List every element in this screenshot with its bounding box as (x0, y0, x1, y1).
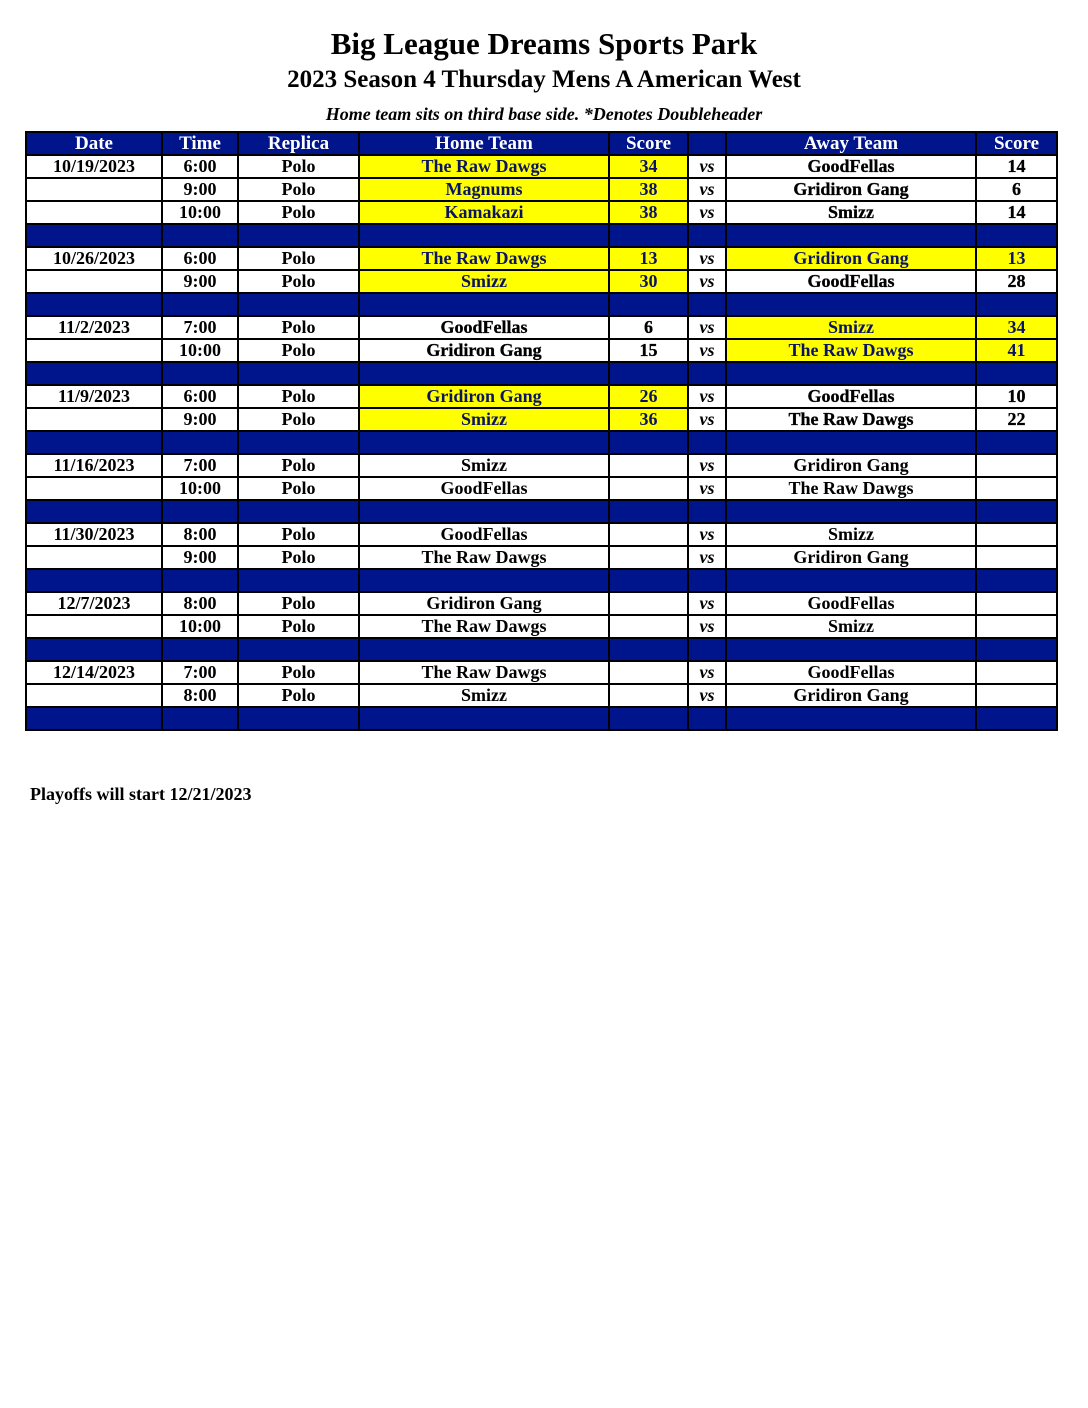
game-time: 9:00 (162, 408, 238, 431)
away-score (976, 661, 1057, 684)
game-date (26, 339, 162, 362)
separator-cell (726, 362, 976, 385)
game-date (26, 477, 162, 500)
away-score (976, 454, 1057, 477)
col-replica: Replica (238, 132, 359, 155)
separator-cell (976, 293, 1057, 316)
separator-cell (238, 500, 359, 523)
game-date (26, 615, 162, 638)
separator-cell (162, 569, 238, 592)
separator-cell (976, 707, 1057, 730)
away-team: GoodFellas (726, 661, 976, 684)
schedule-table (25, 131, 1058, 731)
game-row (26, 155, 1057, 178)
game-row (26, 615, 1057, 638)
game-time: 10:00 (162, 339, 238, 362)
col-time: Time (162, 132, 238, 155)
away-team: Gridiron Gang (726, 454, 976, 477)
game-time: 8:00 (162, 523, 238, 546)
game-date: 11/9/2023 (26, 385, 162, 408)
home-score: 34 (609, 155, 688, 178)
game-time: 7:00 (162, 454, 238, 477)
game-date (26, 270, 162, 293)
game-time: 7:00 (162, 316, 238, 339)
separator-row (26, 224, 1057, 247)
away-score: 14 (976, 155, 1057, 178)
game-row (26, 339, 1057, 362)
separator-cell (359, 224, 609, 247)
separator-cell (359, 500, 609, 523)
separator-cell (609, 569, 688, 592)
vs-label: vs (688, 270, 726, 293)
separator-cell (162, 293, 238, 316)
game-time: 6:00 (162, 385, 238, 408)
separator-cell (609, 500, 688, 523)
game-row (26, 523, 1057, 546)
separator-cell (359, 362, 609, 385)
game-field: Polo (238, 201, 359, 224)
game-field: Polo (238, 339, 359, 362)
home-team: Smizz (359, 684, 609, 707)
away-score (976, 546, 1057, 569)
col-home-team: Home Team (359, 132, 609, 155)
separator-cell (26, 293, 162, 316)
game-field: Polo (238, 270, 359, 293)
separator-cell (976, 224, 1057, 247)
separator-cell (726, 431, 976, 454)
game-date: 11/30/2023 (26, 523, 162, 546)
separator-cell (238, 293, 359, 316)
separator-cell (26, 569, 162, 592)
separator-cell (26, 224, 162, 247)
away-team: GoodFellas (726, 592, 976, 615)
separator-cell (726, 707, 976, 730)
schedule-body (26, 155, 1057, 730)
vs-label: vs (688, 477, 726, 500)
home-score (609, 523, 688, 546)
game-row (26, 270, 1057, 293)
separator-cell (688, 224, 726, 247)
header-row (26, 132, 1057, 155)
vs-label: vs (688, 523, 726, 546)
home-team: GoodFellas (359, 477, 609, 500)
separator-cell (609, 224, 688, 247)
separator-cell (26, 500, 162, 523)
separator-cell (726, 569, 976, 592)
home-score: 15 (609, 339, 688, 362)
vs-label: vs (688, 385, 726, 408)
separator-cell (238, 638, 359, 661)
home-team: The Raw Dawgs (359, 155, 609, 178)
vs-label: vs (688, 408, 726, 431)
away-score: 6 (976, 178, 1057, 201)
away-score: 14 (976, 201, 1057, 224)
vs-label: vs (688, 316, 726, 339)
game-field: Polo (238, 477, 359, 500)
col-date: Date (26, 132, 162, 155)
game-date: 11/2/2023 (26, 316, 162, 339)
separator-cell (609, 362, 688, 385)
game-row (26, 178, 1057, 201)
separator-cell (726, 224, 976, 247)
separator-cell (162, 224, 238, 247)
vs-label: vs (688, 615, 726, 638)
separator-cell (238, 224, 359, 247)
game-time: 8:00 (162, 684, 238, 707)
col-away-team: Away Team (726, 132, 976, 155)
separator-cell (238, 431, 359, 454)
away-score: 28 (976, 270, 1057, 293)
separator-cell (726, 500, 976, 523)
separator-cell (688, 293, 726, 316)
game-time: 8:00 (162, 592, 238, 615)
separator-cell (162, 362, 238, 385)
game-field: Polo (238, 684, 359, 707)
separator-cell (162, 431, 238, 454)
separator-cell (162, 500, 238, 523)
away-score (976, 592, 1057, 615)
home-team: The Raw Dawgs (359, 546, 609, 569)
game-field: Polo (238, 316, 359, 339)
away-team: The Raw Dawgs (726, 339, 976, 362)
home-team: Gridiron Gang (359, 385, 609, 408)
separator-cell (26, 431, 162, 454)
separator-cell (976, 431, 1057, 454)
home-team: GoodFellas (359, 523, 609, 546)
col-home-score: Score (609, 132, 688, 155)
separator-cell (726, 638, 976, 661)
separator-row (26, 707, 1057, 730)
home-score (609, 684, 688, 707)
separator-cell (688, 638, 726, 661)
home-team: Gridiron Gang (359, 339, 609, 362)
home-team: GoodFellas (359, 316, 609, 339)
away-team: Gridiron Gang (726, 247, 976, 270)
game-field: Polo (238, 661, 359, 684)
separator-cell (976, 500, 1057, 523)
vs-label: vs (688, 201, 726, 224)
away-score (976, 477, 1057, 500)
home-score: 6 (609, 316, 688, 339)
game-time: 9:00 (162, 546, 238, 569)
separator-cell (359, 638, 609, 661)
separator-row (26, 293, 1057, 316)
home-score: 26 (609, 385, 688, 408)
vs-label: vs (688, 546, 726, 569)
game-date (26, 178, 162, 201)
away-team: GoodFellas (726, 155, 976, 178)
away-score: 41 (976, 339, 1057, 362)
game-date: 11/16/2023 (26, 454, 162, 477)
separator-cell (162, 707, 238, 730)
game-date (26, 408, 162, 431)
game-row (26, 546, 1057, 569)
home-score: 38 (609, 201, 688, 224)
separator-cell (688, 362, 726, 385)
vs-label: vs (688, 339, 726, 362)
game-field: Polo (238, 592, 359, 615)
game-field: Polo (238, 178, 359, 201)
home-score (609, 546, 688, 569)
separator-cell (609, 707, 688, 730)
game-field: Polo (238, 454, 359, 477)
away-team: The Raw Dawgs (726, 477, 976, 500)
separator-cell (238, 707, 359, 730)
game-row (26, 454, 1057, 477)
col-away-score: Score (976, 132, 1057, 155)
page-title: Big League Dreams Sports Park (330, 26, 758, 61)
game-time: 10:00 (162, 201, 238, 224)
separator-cell (238, 362, 359, 385)
game-time: 7:00 (162, 661, 238, 684)
home-score (609, 615, 688, 638)
home-team: The Raw Dawgs (359, 247, 609, 270)
home-score: 36 (609, 408, 688, 431)
game-date: 10/19/2023 (26, 155, 162, 178)
home-score (609, 661, 688, 684)
game-field: Polo (238, 247, 359, 270)
home-team: Smizz (359, 408, 609, 431)
playoffs-note: Playoffs will start 12/21/2023 (30, 784, 252, 804)
separator-cell (26, 707, 162, 730)
away-team: Smizz (726, 523, 976, 546)
separator-cell (976, 362, 1057, 385)
game-row (26, 408, 1057, 431)
home-score: 30 (609, 270, 688, 293)
away-team: Smizz (726, 316, 976, 339)
game-row (26, 592, 1057, 615)
away-score: 34 (976, 316, 1057, 339)
away-score (976, 684, 1057, 707)
separator-cell (688, 500, 726, 523)
away-team: Gridiron Gang (726, 684, 976, 707)
game-field: Polo (238, 385, 359, 408)
away-team: Gridiron Gang (726, 178, 976, 201)
home-team: The Raw Dawgs (359, 615, 609, 638)
away-team: Smizz (726, 201, 976, 224)
home-score (609, 477, 688, 500)
game-row (26, 684, 1057, 707)
vs-label: vs (688, 155, 726, 178)
vs-label: vs (688, 247, 726, 270)
separator-cell (359, 569, 609, 592)
game-row (26, 247, 1057, 270)
separator-row (26, 500, 1057, 523)
game-date: 10/26/2023 (26, 247, 162, 270)
vs-label: vs (688, 178, 726, 201)
separator-cell (26, 362, 162, 385)
game-date (26, 684, 162, 707)
game-time: 6:00 (162, 155, 238, 178)
separator-cell (609, 431, 688, 454)
separator-cell (726, 293, 976, 316)
separator-cell (359, 431, 609, 454)
separator-cell (609, 638, 688, 661)
page-subtitle: 2023 Season 4 Thursday Mens A American West (287, 66, 801, 93)
game-row (26, 385, 1057, 408)
vs-label: vs (688, 454, 726, 477)
separator-cell (162, 638, 238, 661)
game-field: Polo (238, 408, 359, 431)
away-score: 10 (976, 385, 1057, 408)
home-score: 38 (609, 178, 688, 201)
game-field: Polo (238, 546, 359, 569)
home-team: Gridiron Gang (359, 592, 609, 615)
game-time: 9:00 (162, 178, 238, 201)
vs-label: vs (688, 684, 726, 707)
home-team: Smizz (359, 270, 609, 293)
separator-row (26, 431, 1057, 454)
game-date (26, 201, 162, 224)
game-date: 12/14/2023 (26, 661, 162, 684)
game-date (26, 546, 162, 569)
separator-cell (359, 707, 609, 730)
home-team: Kamakazi (359, 201, 609, 224)
game-field: Polo (238, 615, 359, 638)
home-score (609, 454, 688, 477)
home-team: Magnums (359, 178, 609, 201)
away-team: Gridiron Gang (726, 546, 976, 569)
home-team: The Raw Dawgs (359, 661, 609, 684)
game-row (26, 661, 1057, 684)
game-time: 9:00 (162, 270, 238, 293)
game-field: Polo (238, 523, 359, 546)
vs-label: vs (688, 592, 726, 615)
away-score (976, 615, 1057, 638)
game-row (26, 316, 1057, 339)
col-vs (688, 132, 726, 155)
game-row (26, 201, 1057, 224)
away-team: Smizz (726, 615, 976, 638)
away-team: The Raw Dawgs (726, 408, 976, 431)
game-row (26, 477, 1057, 500)
home-score (609, 592, 688, 615)
game-time: 10:00 (162, 615, 238, 638)
separator-cell (976, 638, 1057, 661)
separator-row (26, 569, 1057, 592)
vs-label: vs (688, 661, 726, 684)
home-team: Smizz (359, 454, 609, 477)
separator-cell (688, 431, 726, 454)
game-date: 12/7/2023 (26, 592, 162, 615)
separator-cell (688, 569, 726, 592)
away-score: 22 (976, 408, 1057, 431)
away-score: 13 (976, 247, 1057, 270)
separator-cell (976, 569, 1057, 592)
away-team: GoodFellas (726, 385, 976, 408)
page-note: Home team sits on third base side. *Denotes Doubleheader (325, 104, 763, 124)
home-score: 13 (609, 247, 688, 270)
game-time: 10:00 (162, 477, 238, 500)
separator-cell (609, 293, 688, 316)
away-score (976, 523, 1057, 546)
separator-row (26, 638, 1057, 661)
game-time: 6:00 (162, 247, 238, 270)
separator-cell (688, 707, 726, 730)
separator-cell (238, 569, 359, 592)
separator-cell (26, 638, 162, 661)
separator-cell (359, 293, 609, 316)
away-team: GoodFellas (726, 270, 976, 293)
separator-row (26, 362, 1057, 385)
game-field: Polo (238, 155, 359, 178)
